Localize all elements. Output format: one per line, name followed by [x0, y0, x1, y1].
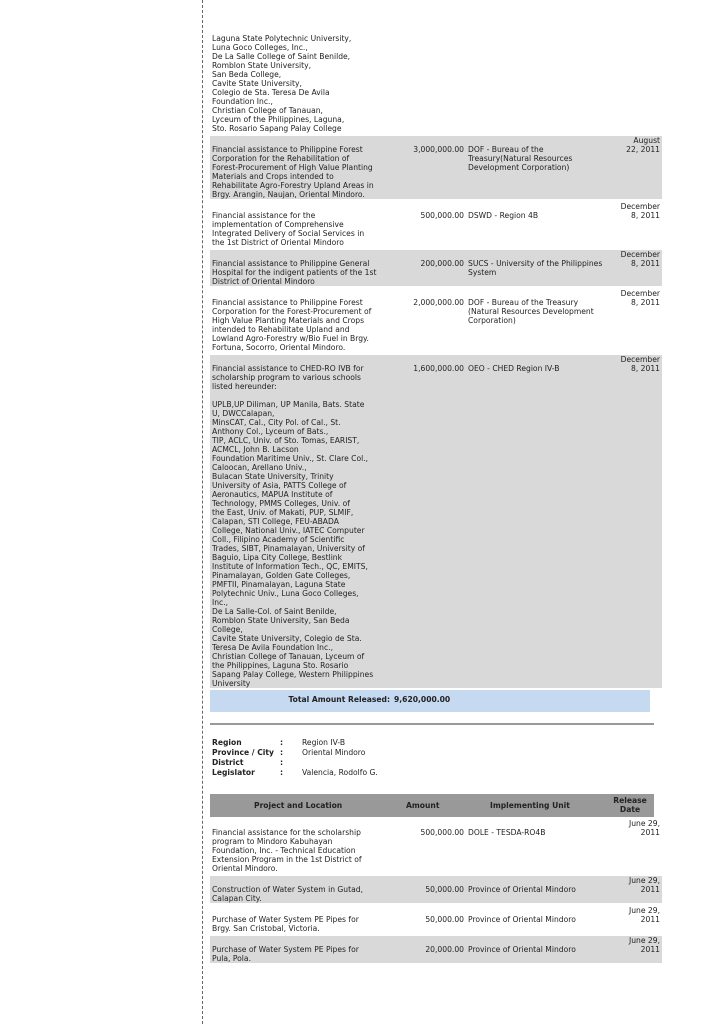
table-row	[210, 355, 662, 688]
unit-cell: DOF - Bureau of the Treasury (Natural Resources Development Corporation)	[468, 298, 594, 325]
page-margin-line	[202, 0, 203, 1024]
date-cell: December 8, 2011	[614, 250, 662, 286]
table-row	[210, 202, 662, 247]
date-cell: June 29, 2011	[628, 906, 660, 924]
amount-cell: 2,000,000.00	[413, 298, 464, 307]
section-divider	[210, 723, 654, 725]
table-row	[210, 34, 662, 133]
amount-cell: 50,000.00	[394, 876, 466, 903]
table-row	[210, 906, 662, 933]
amount-cell: 500,000.00	[420, 828, 464, 837]
legislator-info	[210, 738, 510, 778]
header-unit: Implementing Unit	[490, 801, 570, 810]
date-cell: December 8, 2011	[620, 289, 660, 307]
project-cell: Purchase of Water System PE Pipes for Brgy. San Cristobal, Victoria.	[212, 915, 359, 933]
amount-cell: 20,000.00	[394, 936, 466, 963]
table-row	[210, 819, 662, 873]
info-label: Legislator	[212, 768, 255, 777]
info-value: Valencia, Rodolfo G.	[302, 768, 378, 777]
project-cell: Financial assistance for the implementation of Comprehensive Integrated Delivery of Social Services in the 1st District of Oriental Mindoro	[212, 211, 365, 247]
date-cell: December 8, 2011	[620, 202, 660, 220]
info-row-district: District :	[212, 758, 284, 767]
header-project: Project and Location	[254, 801, 343, 810]
unit-cell: SUCS - University of the Philippines System	[466, 250, 614, 286]
unit-cell: DOLE - TESDA-RO4B	[468, 828, 546, 837]
table-row	[210, 289, 662, 352]
date-cell: June 29, 2011	[614, 936, 662, 963]
amount-cell: 500,000.00	[420, 211, 464, 220]
unit-cell	[466, 34, 614, 133]
info-label: Province / City	[212, 748, 274, 757]
project-cell: Financial assistance for the scholarship program to Mindoro Kabuhayan Foundation, Inc. - Technical Education Extension Program in the 1st District of Oriental Mindoro.	[212, 828, 362, 873]
amount-cell: 200,000.00	[394, 250, 466, 286]
date-cell: December 8, 2011	[614, 355, 662, 688]
project-cell: Financial assistance to Philippine Forest Corporation for the Rehabilitation of Forest-Procurement of High Value Planting Materials and Crops intended to Rehabilitate Agro-Forestry Upland Areas in Brgy. Arangin, Naujan, Oriental Mindoro.	[210, 136, 394, 199]
amount-cell: 1,600,000.00	[394, 355, 466, 688]
project-cell: Financial assistance to Philippine General Hospital for the indigent patients of the 1st District of Oriental Mindoro	[210, 250, 394, 286]
info-label: District	[212, 758, 244, 767]
unit-cell: Province of Oriental Mindoro	[468, 915, 576, 924]
info-value: Region IV-B	[302, 738, 346, 747]
project-cell: Purchase of Water System PE Pipes for Pula, Pola.	[210, 936, 394, 963]
unit-cell: Province of Oriental Mindoro	[466, 936, 614, 963]
info-row-province: Province / City : Oriental Mindoro	[212, 748, 366, 757]
table-row	[210, 136, 662, 199]
amount-cell	[394, 34, 466, 133]
info-row-legislator: Legislator : Valencia, Rodolfo G.	[212, 768, 378, 777]
amount-cell: 50,000.00	[425, 915, 464, 924]
table-header	[210, 794, 654, 817]
header-date: Release Date	[613, 796, 647, 814]
date-cell	[614, 34, 662, 133]
table-row	[210, 250, 662, 286]
info-label: Region	[212, 738, 242, 747]
project-cell: Laguna State Polytechnic University, Luna Goco Colleges, Inc., De La Salle College of Saint Benilde, Romblon State University, San Beda College, Cavite State University, Colegio de Sta. Teresa De Avila Foundation Inc., Christian College of Tanauan, Lyceum of the Philippines, Laguna, Sto. Rosario Sapang Palay College	[212, 34, 352, 133]
info-row-region: Region : Region IV-B	[212, 738, 346, 747]
project-cell: Financial assistance to Philippine Forest Corporation for the Forest-Procurement of High Value Planting Materials and Crops intended to Rehabilitate Upland and Lowland Agro-Forestry w/Bio Fuel in Brgy. Fortuna, Socorro, Oriental Mindoro.	[212, 298, 372, 352]
project-cell: Construction of Water System in Gutad, Calapan City.	[210, 876, 394, 903]
project-cell: Financial assistance to CHED-RO IVB for scholarship program to various schools listed hereunder: UPLB,UP Diliman, UP Manila, Bats. State U, DWCCalapan, MinsCAT, Cal., City Pol. of Cal., St. Anthony Col., Lyceum of Bats., TIP, ACLC, Univ. of Sto. Tomas, EARIST, ACMCL, John B. Lacson Foundation Maritime Univ., St. Clare Col., Caloocan, Arellano Univ., Bulacan State University, Trinity University of Asia, PATTS College of Aeronautics, MAPUA Institute of Technology, PMMS Colleges, Univ. of the East, Univ. of Makati, PUP, SLMIF, Calapan, STI College, FEU-ABADA College, National Univ., IATEC Computer Coll., Filipino Academy of Scientific Trades, SIBT, Pinamalayan, University of Baguio, Lipa City College, Bestlink Institute of Information Tech., QC, EMITS, Pinamalayan, Golden Gate Colleges, PMFTII, Pinamalayan, Laguna State Polytechnic Univ., Luna Goco Colleges, Inc., De La Salle-Col. of Saint Benilde, Romblon State University, San Beda College, Cavite State University, Colegio de Sta. Teresa De Avila Foundation Inc., Christian College of Tanauan, Lyceum of the Philippines, Laguna Sto. Rosario Sapang Palay College, Western Philippines University	[210, 355, 394, 688]
releases-table-2	[210, 819, 662, 963]
unit-cell: OEO - CHED Region IV-B	[466, 355, 614, 688]
date-cell: June 29, 2011	[628, 819, 660, 837]
info-value: Oriental Mindoro	[302, 748, 366, 757]
total-bar	[210, 690, 650, 712]
date-cell: June 29, 2011	[614, 876, 662, 903]
table-row	[210, 936, 662, 963]
document-content	[210, 34, 660, 963]
amount-cell: 3,000,000.00	[394, 136, 466, 199]
unit-cell: DOF - Bureau of the Treasury(Natural Resources Development Corporation)	[466, 136, 614, 199]
header-amount: Amount	[406, 801, 440, 810]
total-label: Total Amount Released:	[288, 695, 390, 704]
total-value: 9,620,000.00	[394, 695, 451, 704]
releases-table-1	[210, 34, 662, 688]
table-row	[210, 876, 662, 903]
date-cell: August 22, 2011	[614, 136, 662, 199]
unit-cell: DSWD - Region 4B	[468, 211, 539, 220]
unit-cell: Province of Oriental Mindoro	[466, 876, 614, 903]
